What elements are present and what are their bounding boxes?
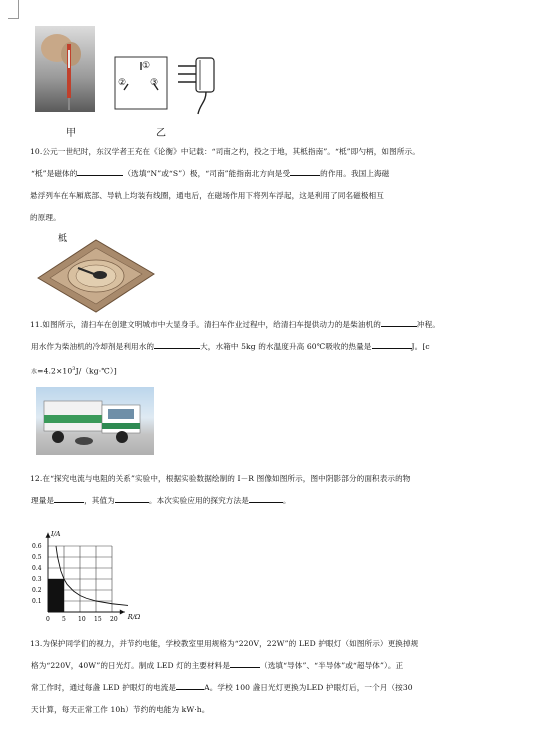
q12-blank-3[interactable]: [249, 493, 283, 503]
y-tick-label-2: 0.3: [32, 576, 42, 583]
x-tick-label-3: 15: [94, 616, 102, 623]
socket-label-1: ①: [142, 61, 151, 71]
q10-line2: “柢”是磁体的 （选填“N”或“S”）极，“司南”能指南北方向是受 的作用。我国上海磁: [30, 163, 530, 185]
q11-blank-2[interactable]: [154, 339, 200, 349]
question-12: [30, 468, 530, 512]
test-pencil-illustration: [35, 26, 95, 112]
data-curve: [56, 546, 128, 605]
q10-blank-2[interactable]: [290, 166, 320, 176]
q11-blank-1[interactable]: [381, 317, 417, 327]
x-axis-label: R/Ω: [127, 613, 141, 621]
q13-line1: 13.为保护同学们的视力，并节约电能，学校教室里用规格为“220V，22W”的 LED 护眼灯（如图所示）更换掉规: [30, 639, 419, 648]
y-tick-label-1: 0.2: [32, 587, 42, 594]
i-r-chart: [30, 508, 180, 626]
y-tick-label-4: 0.5: [32, 554, 42, 561]
q13-blank-1[interactable]: [230, 658, 260, 668]
q12-blank-2[interactable]: [115, 493, 149, 503]
q11-line1: 11.如图所示，清扫车在创建文明城市中大显身手。清扫车作业过程中，给清扫车提供动力的是柴油机的 冲程。: [30, 314, 530, 336]
q13-line4: 天计算，每天正常工作 10h）节约的电能为 kW·h。: [31, 705, 210, 714]
spoon-label: 柢: [58, 234, 68, 244]
q13-line2: 格为“220V，40W”的日光灯。制成 LED 灯的主要材料是 （选填“导体”、“半导体”或“超导体”）。正: [30, 655, 530, 677]
q11-line3: 水$=4.2\times 10^3J/(kg\cdot℃)$]: [31, 366, 117, 376]
q11-blank-3[interactable]: [372, 339, 412, 349]
socket-label-3: ③: [150, 78, 159, 88]
plug-illustration: [176, 52, 220, 116]
question-10: [30, 141, 530, 229]
y-axis-label: I/A: [51, 529, 61, 538]
shaded-area: [48, 579, 64, 612]
figure-label-jia: 甲: [66, 128, 76, 139]
q11-line2: 用水作为柴油机的冷却剂是利用水的 大，水箱中 5kg 的水温度升高 60℃吸收的热量是 J。[c: [30, 336, 530, 358]
y-tick-label-3: 0.4: [32, 565, 42, 572]
q12-line1: 12.在“探究电流与电阻的关系”实验中，根据实验数据绘制的 I－R 图像如图所示，图中阴影部分的面积表示的物: [30, 474, 411, 483]
sinan-compass-illustration: [34, 238, 158, 314]
q10-blank-1[interactable]: [77, 166, 123, 176]
socket-label-2: ②: [118, 78, 127, 88]
q10-line3: 悬浮列车在车厢底部、导轨上均装有线圈，通电后，在磁场作用下将列车浮起，这是利用了同名磁极相互: [30, 191, 384, 200]
y-axis-arrow: [46, 533, 51, 538]
question-13: [30, 633, 530, 721]
sinan-compass-photo: [34, 238, 158, 314]
figure-label-yi: 乙: [156, 128, 166, 139]
y-tick-label-5: 0.6: [32, 543, 42, 550]
plug-drawing: [176, 52, 220, 116]
q13-line3: 常工作时，通过每盏 LED 护眼灯的电流是 A。学校 100 盏日光灯更换为LED 护眼灯后，一个月（按30: [30, 677, 530, 699]
page-corner-mark: [8, 0, 19, 19]
x-axis-arrow: [120, 610, 125, 615]
q12-line2: 理量是 ，其值为 。本次实验应用的探究方法是 。: [30, 490, 530, 512]
q10-line1: 10.公元一世纪时，东汉学者王充在《论衡》中记载：“司南之杓，投之于地，其柢指南”。“柢”即勺柄，如图所示。: [30, 147, 420, 156]
q13-blank-2[interactable]: [176, 680, 204, 690]
q10-line4: 的原理。: [30, 213, 61, 222]
x-tick-label-1: 5: [62, 616, 66, 623]
x-tick-label-0: 0: [46, 616, 50, 623]
x-tick-label-2: 10: [78, 616, 86, 623]
test-pencil-photo: [35, 26, 95, 112]
x-tick-label-4: 20: [110, 616, 118, 623]
street-sweeper-photo: [36, 387, 154, 455]
sweeper-truck-illustration: [36, 387, 154, 455]
q12-blank-1[interactable]: [54, 493, 84, 503]
y-tick-label-0: 0.1: [32, 598, 42, 605]
question-11: [30, 314, 530, 384]
socket-diagram: [114, 56, 168, 110]
